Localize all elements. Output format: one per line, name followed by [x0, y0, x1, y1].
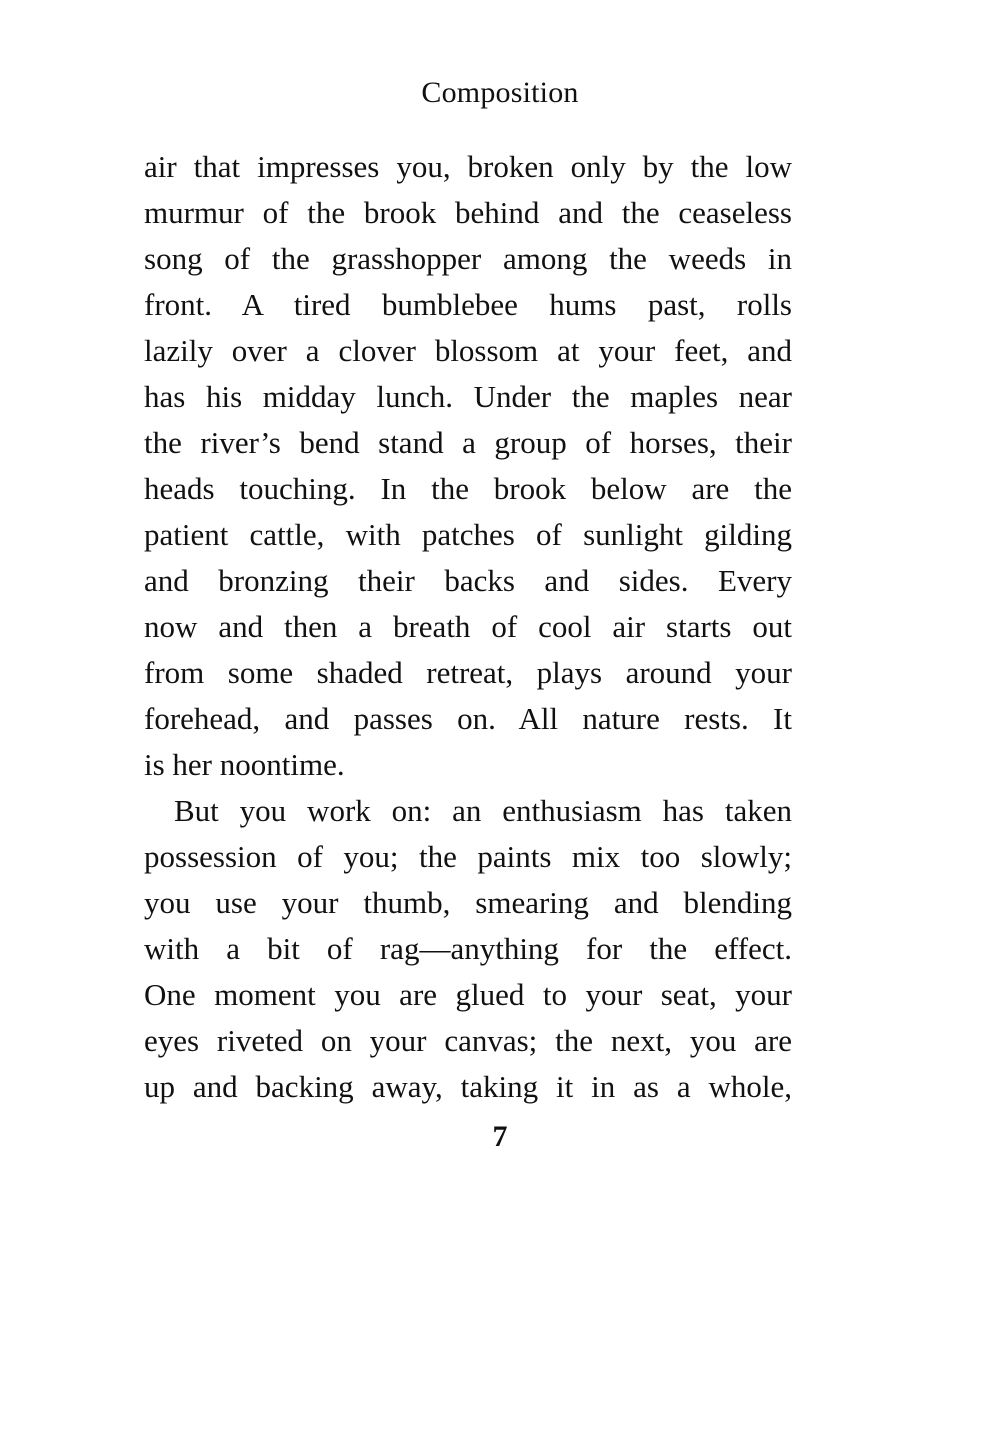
text-line: murmur of the brook behind and the ceaseless	[144, 195, 792, 230]
text-line: But you work on: an enthusiasm has taken	[174, 793, 792, 828]
text-line: forehead, and passes on. All nature rests. It	[144, 701, 792, 736]
paragraph-1	[144, 144, 792, 788]
text-line: and bronzing their backs and sides. Every	[144, 563, 792, 598]
text-line: from some shaded retreat, plays around your	[144, 655, 792, 690]
text-line: eyes riveted on your canvas; the next, you are	[144, 1023, 792, 1058]
text-line: air that impresses you, broken only by the low	[144, 149, 792, 184]
body-text	[144, 144, 792, 1110]
text-line: now and then a breath of cool air starts out	[144, 609, 792, 644]
text-line: front. A tired bumblebee hums past, rolls	[144, 287, 792, 322]
text-line: the river’s bend stand a group of horses, their	[144, 425, 792, 460]
text-line: has his midday lunch. Under the maples near	[144, 379, 792, 414]
text-line: with a bit of rag—anything for the effect.	[144, 931, 792, 966]
running-head: Composition	[421, 76, 579, 109]
text-line: patient cattle, with patches of sunlight gilding	[144, 517, 792, 552]
text-line: up and backing away, taking it in as a whole,	[144, 1069, 792, 1104]
text-line: One moment you are glued to your seat, your	[144, 977, 792, 1012]
text-line: heads touching. In the brook below are the	[144, 471, 792, 506]
text-line: song of the grasshopper among the weeds in	[144, 241, 792, 276]
text-line: is her noontime.	[144, 747, 345, 782]
text-line: possession of you; the paints mix too slowly;	[144, 839, 792, 874]
paragraph-2	[144, 788, 792, 1110]
page-number: 7	[492, 1120, 508, 1153]
text-line: lazily over a clover blossom at your feet, and	[144, 333, 792, 368]
text-line: you use your thumb, smearing and blending	[144, 885, 792, 920]
